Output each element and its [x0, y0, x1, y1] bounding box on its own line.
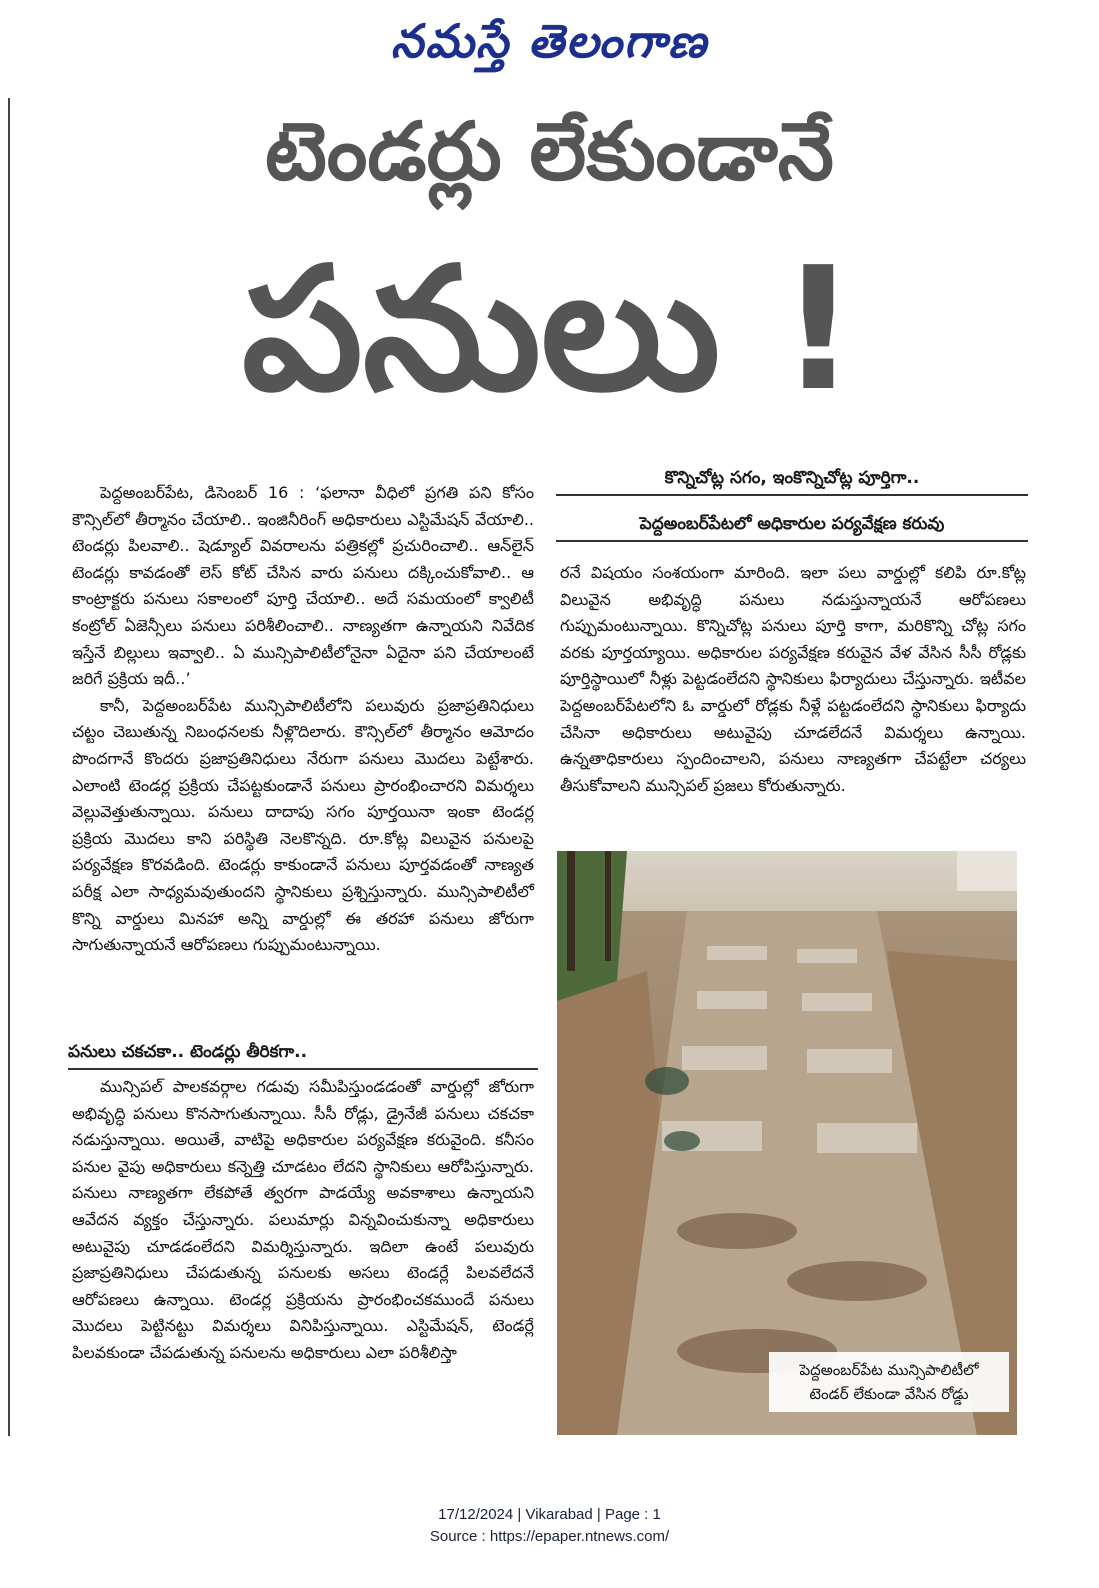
article-paragraph-3: మున్సిపల్ పాలకవర్గాల గడువు సమీపిస్తుండడంతో వార్డుల్లో జోరుగా అభివృద్ధి పనులు కొనసాగుతున్నాయి. సీసీ రోడ్లు, డ్రైనేజీ పనులు చకచకా నడుస్తున్నాయి. అయితే, వాటిపై అధికారుల పర్యవేక్షణ కరువైంది. కనీసం పనుల వైపు అధికారులు కన్నెత్తి చూడటం లేదని స్థానికులు ఆరోపిస్తున్నారు. పనులు నాణ్యతగా లేకపోతే త్వరగా పాడయ్యే అవకాశాలు ఉన్నాయని ఆవేదన వ్యక్తం చేస్తున్నారు. పలుమార్లు విన్నవించుకున్నా అధికారులు అటువైపు చూడడంలేదని విమర్శిస్తున్నారు. ఇదిలా ఉంటే పలువురు ప్రజాప్రతినిధులు చేపడుతున్న పనులకు అసలు టెండర్లే పిలవలేదనే ఆరోపణలు ఉన్నాయి. టెండర్ల ప్రక్రియను ప్రారంభించకముందే పనులు మొదలు పెట్టినట్టు విమర్శలు వినిపిస్తున్నాయి. ఎస్టిమేషన్, టెండర్లే పిలవకుండా చేపడుతున్న పనులను అధికారులు ఎలా పరిశీలిస్తా — [72, 1077, 534, 1362]
headline-line-1: టెండర్లు లేకుండానే — [265, 105, 834, 198]
deck-line-1: కొన్నిచోట్ల సగం, ఇంకొన్నిచోట్ల పూర్తిగా.. — [556, 466, 1028, 496]
road-photo-illustration — [557, 851, 1017, 1435]
article-column-right — [560, 560, 1026, 840]
article-paragraph-4: రనే విషయం సంశయంగా మారింది. ఇలా పలు వార్డుల్లో కలిపి రూ.కోట్ల విలువైన అభివృద్ధి పనులు నడుస్తున్నాయనే ఆరోపణలు గుప్పుమంటున్నాయి. కొన్నిచోట్ల పనులు పూర్తి కాగా, మరికొన్ని చోట్ల సగం వరకు పూర్తయ్యాయి. అధికారుల పర్యవేక్షణ కరువైన వేళ వేసిన సీసీ రోడ్లకు పూర్తిస్థాయిలో నీళ్లు పెట్టడంలేదని స్థానికులు ఫిర్యాదులు చేస్తున్నారు. ఇటీవల పెద్దఅంబర్‌పేటలోని ఓ వార్డులో రోడ్లకు నీళ్లే పట్టడంలేదని స్థానికులు ఫిర్యాదు చేసినా అధికారులు అటువైపు చూడలేదనే విమర్శలు ఉన్నాయి. ఉన్నతాధికారులు స్పందించాలని, పనులు నాణ్యతగా చేపట్టేలా చర్యలు తీసుకోవాలని మున్సిపల్ ప్రజలు కోరుతున్నారు. — [560, 563, 1026, 795]
masthead-logo: నమస్తే తెలంగాణ — [390, 14, 709, 68]
article-paragraph-1: పెద్దఅంబర్‌పేట, డిసెంబర్ 16 : ‘ఫలానా వీధిలో ప్రగతి పని కోసం కౌన్సిల్‌లో తీర్మానం చేయాలి.. ఇంజినీరింగ్ అధికారులు ఎస్టిమేషన్ వేయాలి.. టెండర్లు పిలవాలి.. షెడ్యూల్ వివరాలను పత్రికల్లో ప్రచురించాలి.. ఆన్‌లైన్ టెండర్లు కావడంతో లెస్ కోట్ చేసిన వారు పనులు దక్కించుకోవాలి.. ఆ కాంట్రాక్టరు పనులు సకాలంలో పూర్తి చేయాలి.. అదే సమయంలో క్వాలిటీ కంట్రోల్ ఏజెన్సీలు పనులు పరిశీలించాలి.. నాణ్యతగా ఉన్నాయని నివేదిక ఇస్తేనే బిల్లులు ఇవ్వాలి.. ఏ మున్సిపాలిటీలోనైనా ఏదైనా పని చేయాలంటే జరిగే ప్రక్రియ ఇదీ..’ — [72, 483, 534, 689]
photo-caption — [769, 1352, 1009, 1412]
road-photo — [557, 851, 1017, 1435]
page-footer — [0, 1504, 1099, 1548]
headline-line-2: పనులు ! — [241, 231, 858, 429]
article-subhead: పనులు చకచకా.. టెండర్లు తీరికగా.. — [68, 1040, 538, 1070]
article-paragraph-2: కానీ, పెద్దఅంబర్‌పేట మున్సిపాలిటీలోని పలువురు ప్రజాప్రతినిధులు చట్టం చెబుతున్న నిబంధనలకు నీళ్లొదిలారు. కౌన్సిల్‌లో తీర్మానం ఆమోదం పొందగానే కొందరు ప్రజాప్రతినిధులు నేరుగా పనులు మొదలు పెట్టేశారు. ఎలాంటి టెండర్ల ప్రక్రియ చేపట్టకుండానే పనులు ప్రారంభించారని విమర్శలు వెల్లువెత్తుతున్నాయి. పనులు దాదాపు సగం పూర్తయినా ఇంకా టెండర్ల ప్రక్రియ మొదలు కాని పరిస్థితి నెలకొన్నది. రూ.కోట్ల విలువైన పనులపై పర్యవేక్షణ కొరవడింది. టెండర్లు కాకుండానే పనులు పూర్తవడంతో నాణ్యత పరీక్ష ఎలా సాధ్యమవుతుందని స్థానికులు ప్రశ్నిస్తున్నారు. మున్సిపాలిటీలో కొన్ని వార్డులు మినహా అన్ని వార్డుల్లో ఈ తరహా పనులు జోరుగా సాగుతున్నాయనే ఆరోపణలు గుప్పుమంటున్నాయి. — [72, 695, 534, 955]
article-column-left — [72, 480, 534, 959]
deck-line-2: పెద్దఅంబర్‌పేటలో అధికారుల పర్యవేక్షణ కరువు — [556, 512, 1028, 542]
article-column-left-lower — [72, 1074, 534, 1414]
photo-caption-line-2: టెండర్ లేకుండా వేసిన రోడ్డు — [809, 1385, 969, 1403]
photo-caption-line-1: పెద్దఅంబర్‌పేట మున్సిపాలిటీలో — [799, 1361, 979, 1379]
footer-source: Source : https://epaper.ntnews.com/ — [429, 1528, 670, 1545]
footer-date-edition: 17/12/2024 | Vikarabad | Page : 1 — [438, 1506, 661, 1523]
